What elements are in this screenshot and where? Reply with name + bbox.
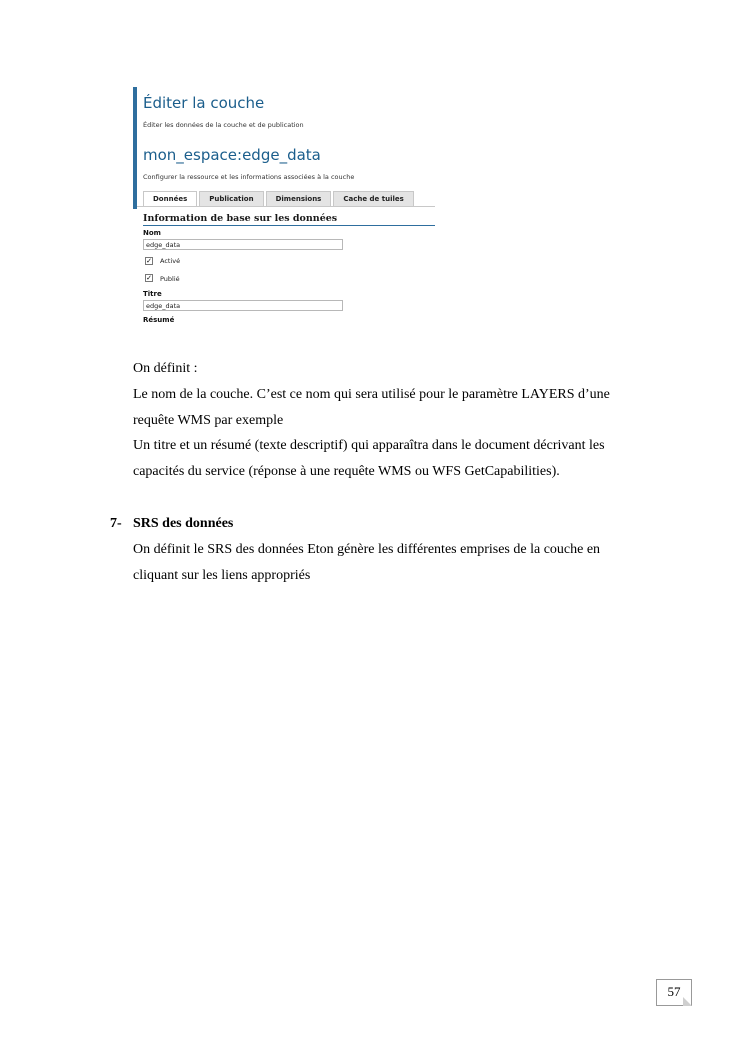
body-line-1: On définit :: [133, 361, 198, 376]
section-number: 7-: [110, 516, 122, 531]
abstract-label: Résumé: [143, 316, 175, 324]
accent-bar: [133, 87, 137, 209]
body-line-7: cliquant sur les liens appropriés: [133, 568, 311, 583]
layer-subtitle: Configurer la ressource et les informations associées à la couche: [143, 173, 355, 181]
page-number: 57: [667, 984, 681, 999]
published-checkbox[interactable]: ✓: [146, 274, 152, 282]
name-input[interactable]: edge_data: [143, 239, 343, 250]
title-label: Titre: [143, 290, 162, 298]
section-heading: SRS des données: [133, 516, 234, 531]
tab-donnees[interactable]: Données: [143, 191, 197, 207]
panel-subtitle: Éditer les données de la couche et de publication: [143, 121, 304, 129]
page-fold-corner: [683, 997, 692, 1006]
body-line-3: requête WMS par exemple: [133, 413, 284, 428]
enabled-label: Activé: [160, 257, 181, 265]
section-title: Information de base sur les données: [143, 213, 338, 224]
body-line-2: Le nom de la couche. C’est ce nom qui sera utilisé pour le paramètre LAYERS d’une: [133, 387, 610, 402]
title-input[interactable]: edge_data: [143, 300, 343, 311]
tab-bar: [143, 191, 416, 207]
enabled-checkbox[interactable]: ✓: [146, 257, 152, 265]
body-line-5: capacités du service (réponse à une requête WMS ou WFS GetCapabilities).: [133, 464, 560, 479]
layer-edit-screenshot: [133, 87, 435, 330]
name-label: Nom: [143, 229, 161, 237]
body-line-6: On définit le SRS des données Eton génère les différentes emprises de la couche en: [133, 542, 601, 557]
section-divider: [143, 225, 435, 226]
published-label: Publié: [160, 275, 180, 283]
tab-divider: [137, 206, 435, 207]
tab-publication[interactable]: Publication: [199, 191, 263, 206]
panel-title: Éditer la couche: [143, 94, 265, 112]
layer-name-heading: mon_espace:edge_data: [143, 146, 321, 164]
page-number-box: [656, 979, 692, 1006]
body-line-4: Un titre et un résumé (texte descriptif) qui apparaîtra dans le document décrivant les: [133, 438, 605, 453]
tab-cache-tuiles[interactable]: Cache de tuiles: [333, 191, 413, 206]
tab-dimensions[interactable]: Dimensions: [266, 191, 332, 206]
